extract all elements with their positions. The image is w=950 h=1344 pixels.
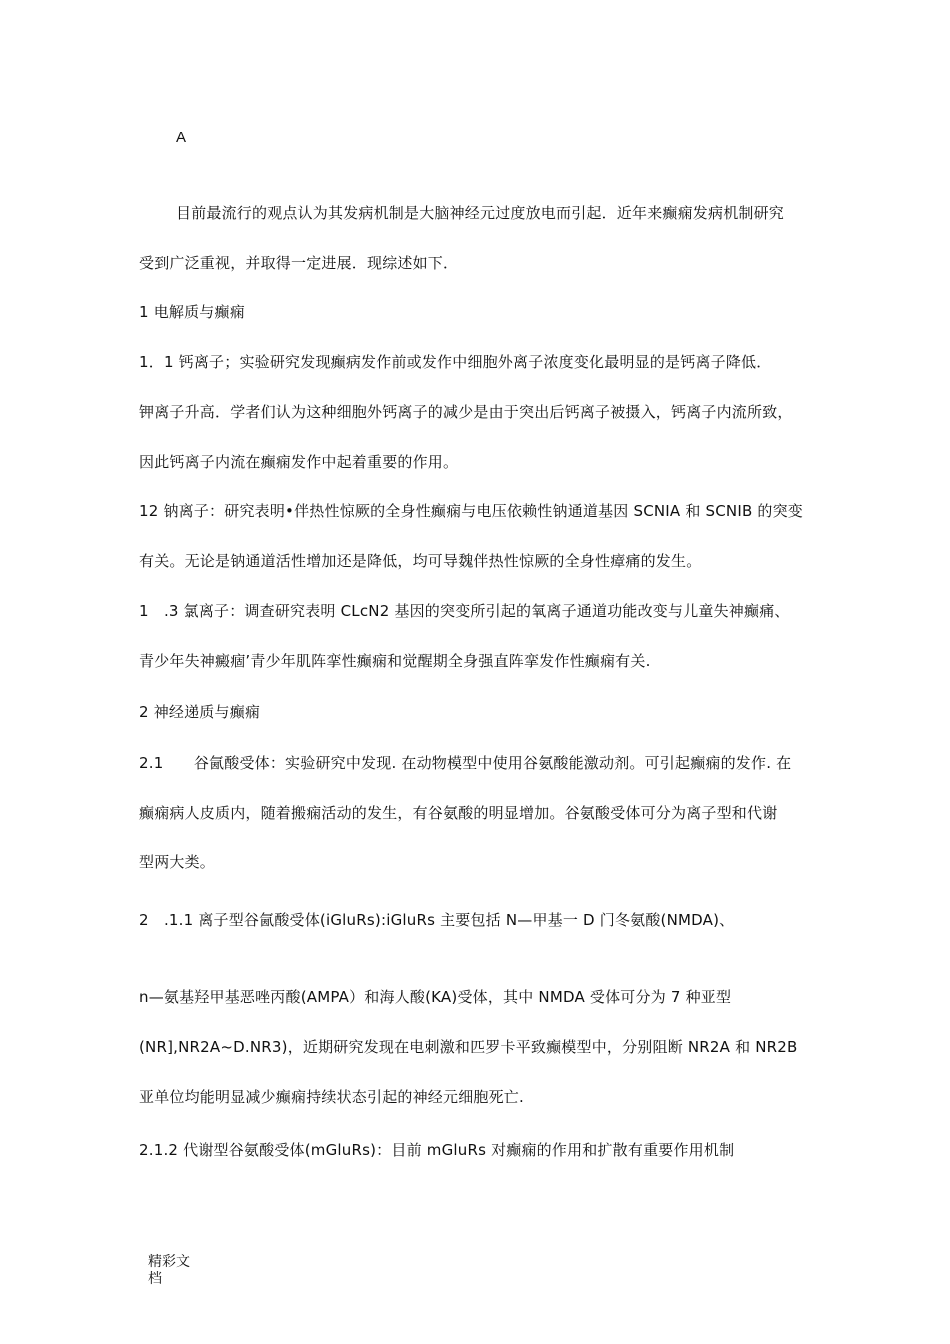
paragraph-glutamate-line-2: 癫痫病人皮质内，随着搬痫活动的发生，有谷氨酸的明显增加。谷氨酸受体可分为离子型和代谢 bbox=[139, 804, 778, 822]
paragraph-iglurs-line-2: n—氨基羟甲基恶唑丙酸(AMPA）和海人酸(KA)受体，其中 NMDA 受体可分为 7 种亚型 bbox=[139, 988, 732, 1006]
paragraph-glutamate-line-3: 型两大类。 bbox=[139, 853, 216, 871]
paragraph-calcium-line-3: 因此钙离子内流在癫痫发作中起着重要的作用。 bbox=[139, 453, 459, 471]
paragraph-calcium-line-1: 1．1 钙离子；实验研究发现癫病发作前或发作中细胞外离子浓度变化最明显的是钙离子降低． bbox=[139, 353, 772, 371]
paragraph-iglurs-line-4: 亚单位均能明显减少癫痫持续状态引起的神经元细胞死亡. bbox=[139, 1088, 524, 1106]
section-heading-2: 2 神经递质与癫痫 bbox=[139, 703, 261, 721]
paragraph-chloride-line-1: 1 .3 氯离子：调查研究表明 CLcN2 基因的突变所引起的氧离子通道功能改变与儿童失神癫痛、 bbox=[139, 602, 790, 620]
page-footer: 精彩文档 bbox=[148, 1254, 190, 1287]
section-heading-1: 1 电解质与癫痫 bbox=[139, 303, 245, 321]
paragraph-intro-line-1: 目前最流行的观点认为其发病机制是大脑神经元过度放电而引起．近年来癫痫发病机制研究 bbox=[176, 204, 785, 222]
paragraph-chloride-line-2: 青少年失神癜痼’青少年肌阵挛性癫痫和觉醒期全身强直阵挛发作性癫痫有关. bbox=[139, 652, 651, 670]
paragraph-sodium-line-1: 12 钠离子：研究表明•伴热性惊厥的全身性癫痫与电压依赖性钠通道基因 SCNIA 和 SCNIB 的突变 bbox=[139, 502, 804, 520]
paragraph-mglurs-line-1: 2.1.2 代谢型谷氨酸受体(mGluRs)：目前 mGluRs 对癫痫的作用和扩散有重要作用机制 bbox=[139, 1141, 735, 1159]
paragraph-glutamate-line-1: 2.1 谷氤酸受体：实验研究中发现. 在动物模型中使用谷氨酸能激动剂。可引起癫痫的发作. 在 bbox=[139, 754, 792, 772]
paragraph-iglurs-line-3: (NR],NR2A~D.NR3)，近期研究发现在电刺激和匹罗卡平致癫模型中，分别阻断 NR2A 和 NR2B bbox=[139, 1038, 798, 1056]
paragraph-sodium-line-2: 有关。无论是钠通道活性增加还是降低，均可导魏伴热性惊厥的全身性瘴痛的发生。 bbox=[139, 552, 702, 570]
paragraph-iglurs-line-1: 2 .1.1 离子型谷氤酸受体(iGluRs):iGluRs 主要包括 N—甲基一 D 门冬氨酸(NMDA)、 bbox=[139, 911, 735, 929]
header-letter: A bbox=[176, 129, 187, 146]
paragraph-calcium-line-2: 钾离子升高．学者们认为这种细胞外钙离子的减少是由于突出后钙离子被摄入，钙离子内流所致， bbox=[139, 403, 793, 421]
paragraph-intro-line-2: 受到广泛重视，并取得一定进展．现综述如下． bbox=[139, 254, 459, 272]
